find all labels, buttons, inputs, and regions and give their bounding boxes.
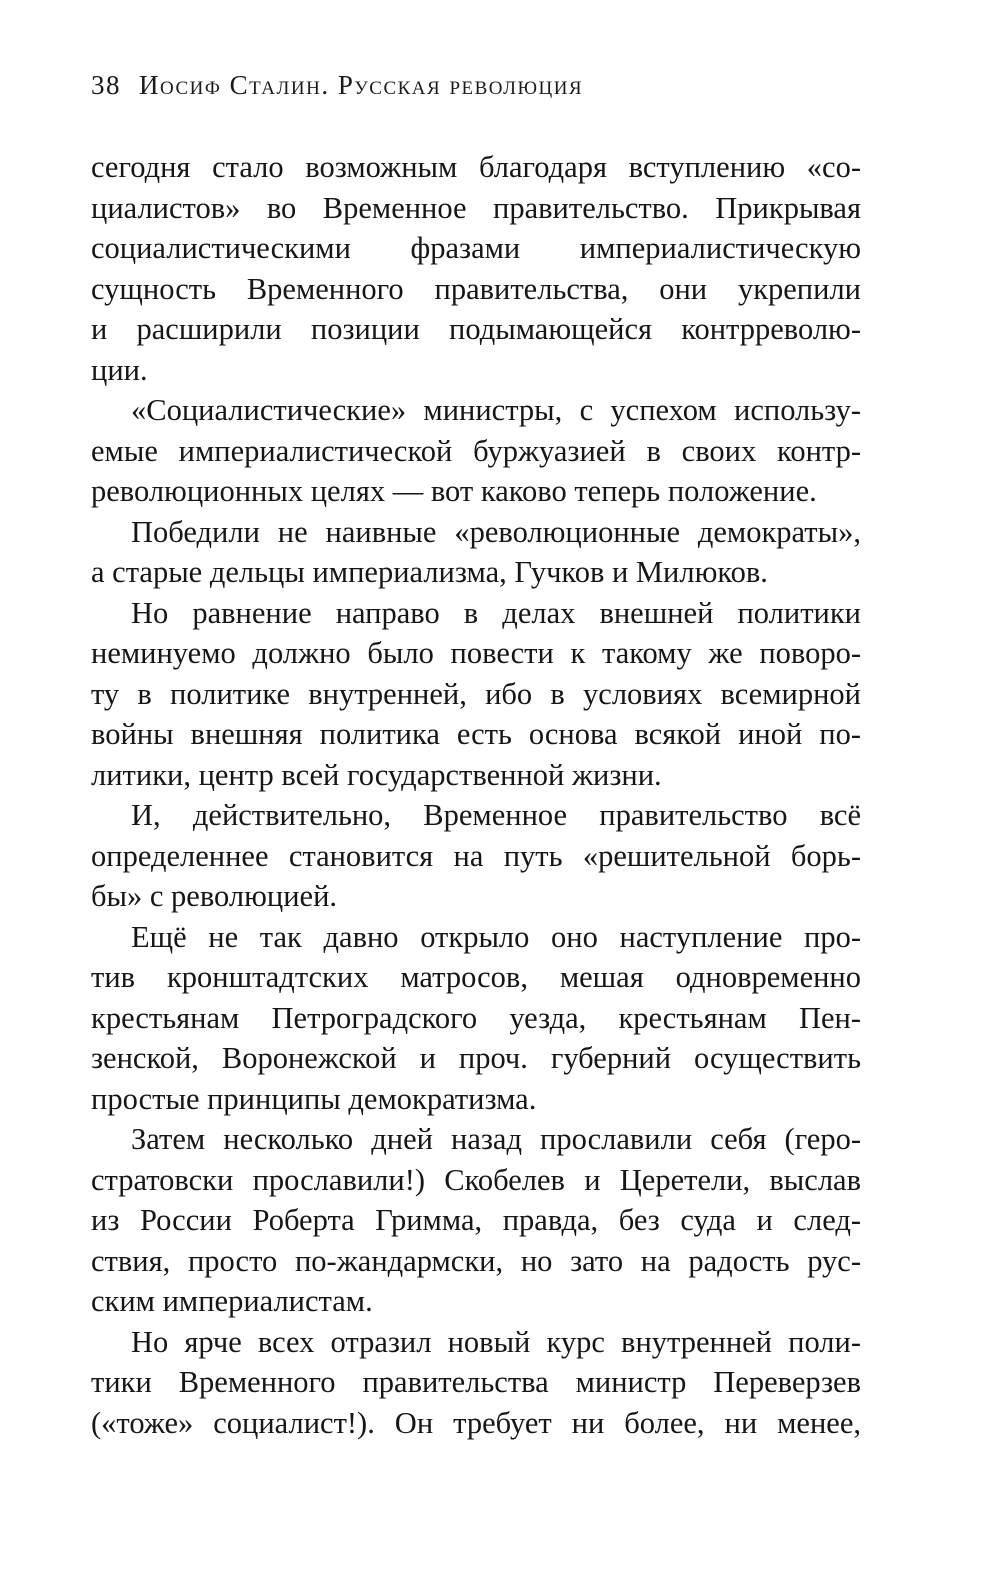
page-number: 38 (91, 70, 121, 100)
running-head-title: Иосиф Сталин. Русская революция (139, 70, 584, 100)
text-line: бы» с революцией. (91, 879, 338, 913)
text-line: («тоже» социалист!). Он требует ни более, ни менее, (91, 1405, 861, 1440)
text-line: «Социалистические» министры, с успехом использу- (131, 393, 861, 427)
text-line: ции. (91, 352, 148, 387)
text-line: войны внешняя политика есть основа всякой иной по- (91, 717, 861, 751)
text-line: социалистическими фразами империалистическую (91, 231, 861, 265)
text-line: ту в политике внутренней, ибо в условиях всемирной (91, 676, 861, 711)
text-line: литики, центр всей государственной жизни. (91, 757, 662, 792)
text-line: емые империалистической буржуазией в своих контр- (91, 433, 861, 468)
text-line: И, действительно, Временное правительство всё (131, 798, 861, 832)
text-line: крестьянам Петроградского уезда, крестьянам Пен- (91, 1000, 861, 1035)
text-line: Затем несколько дней назад прославили себя (геро- (131, 1122, 861, 1156)
text-line: стратовски прославили!) Скобелев и Церетели, выслав (91, 1162, 861, 1197)
text-line: простые принципы демократизма. (91, 1081, 537, 1116)
text-line: определеннее становится на путь «решительной борь- (91, 838, 861, 873)
text-line: циалистов» во Временное правительство. Прикрывая (91, 190, 861, 225)
text-line: зенской, Воронежской и проч. губерний осуществить (91, 1041, 861, 1075)
text-line: неминуемо должно было повести к такому же поворо- (91, 636, 861, 670)
text-line: тики Временного правительства министр Переверзев (91, 1365, 861, 1399)
text-line: а старые дельцы империализма, Гучков и Милюков. (91, 555, 768, 589)
text-line: сущность Временного правительства, они укрепили (91, 271, 861, 306)
text-line: революционных целях — вот каково теперь положение. (91, 474, 817, 508)
text-line: ствия, просто по-жандармски, но зато на радость рус- (91, 1243, 861, 1278)
text-line: тив кронштадтских матросов, мешая одновременно (91, 960, 861, 994)
text-line: и расширили позиции подымающейся контрреволю- (91, 312, 861, 346)
text-line: Но равнение направо в делах внешней политики (131, 595, 861, 630)
text-line: Ещё не так давно открыло оно наступление про- (131, 919, 861, 954)
text-line: Но ярче всех отразил новый курс внутренней поли- (131, 1324, 861, 1359)
text-line: сегодня стало возможным благодаря вступлению «со- (91, 150, 861, 184)
running-head (91, 70, 583, 101)
body-text (91, 147, 861, 1443)
text-line: ским империалистам. (91, 1284, 373, 1318)
text-line: из России Роберта Гримма, правда, без суда и след- (91, 1203, 861, 1237)
text-line: Победили не наивные «революционные демократы», (131, 514, 861, 549)
